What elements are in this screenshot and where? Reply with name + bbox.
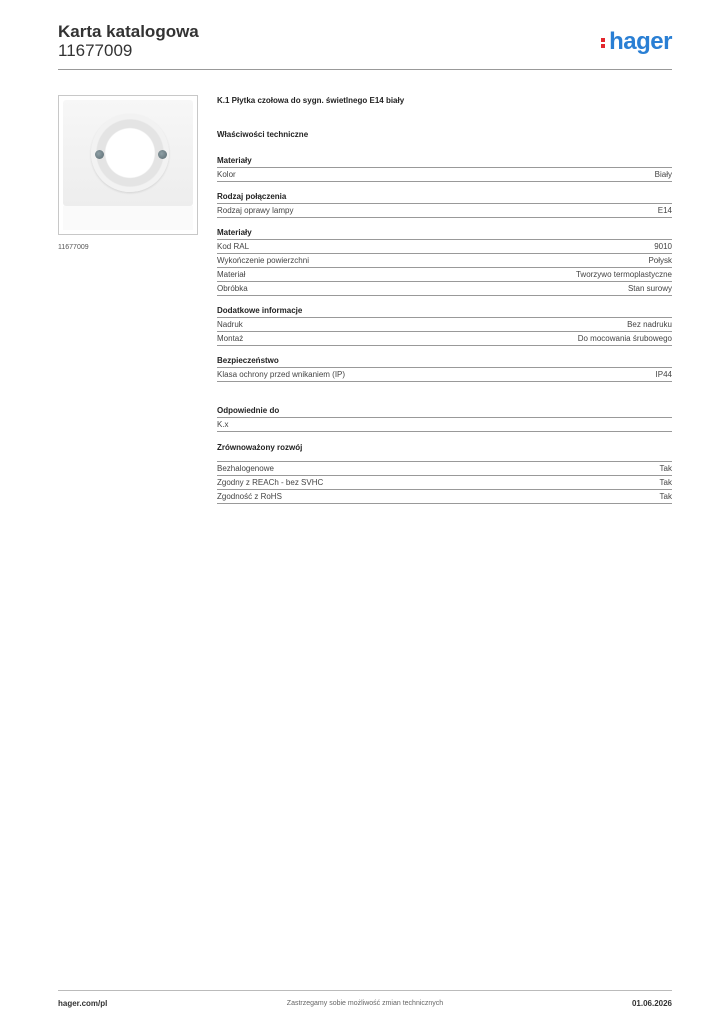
product-details: [217, 96, 672, 504]
spec-value: Do mocowania śrubowego: [577, 334, 672, 343]
spec-row: [217, 168, 672, 182]
spec-row: [217, 462, 672, 476]
image-caption: 11677009: [58, 244, 89, 251]
spec-label: Zgodność z RoHS: [217, 492, 282, 501]
group-title-sustainability: Zrównoważony rozwój: [217, 443, 672, 462]
spec-value: Tak: [659, 464, 672, 473]
footer-notice: Zastrzegamy sobie możliwość zmian technicznych: [286, 1000, 444, 1007]
spec-value: Tak: [659, 492, 672, 501]
spec-label: Obróbka: [217, 284, 248, 293]
group-title-materials: Materiały: [217, 156, 672, 168]
footer-website-link[interactable]: hager.com/pl: [58, 999, 108, 1008]
page-footer: [58, 990, 672, 1014]
group-title-materials-2: Materiały: [217, 228, 672, 240]
specs-title: Właściwości techniczne: [217, 130, 309, 139]
logo-dots-icon: [601, 36, 607, 50]
spec-row: [217, 418, 672, 432]
group-title-suitable-for: Odpowiednie do: [217, 406, 672, 418]
spec-row: [217, 318, 672, 332]
logo-text: hager: [609, 28, 672, 55]
document-number: 11677009: [58, 41, 133, 60]
spec-value: 9010: [654, 242, 672, 251]
screw-left: [95, 150, 104, 159]
spec-label: Nadruk: [217, 320, 243, 329]
footer-date: 01.06.2026: [631, 999, 672, 1008]
spec-row: [217, 476, 672, 490]
spec-value: Bez nadruku: [627, 320, 672, 329]
spec-value: Tworzywo termoplastyczne: [575, 270, 672, 279]
spec-label: Klasa ochrony przed wnikaniem (IP): [217, 370, 346, 379]
product-name: K.1 Płytka czołowa do sygn. świetlnego E14 biały: [217, 96, 405, 105]
spec-row: [217, 490, 672, 504]
hager-logo: [601, 28, 672, 56]
cover-plate-picture: [63, 100, 193, 206]
group-title-additional-info: Dodatkowe informacje: [217, 306, 672, 318]
spec-label: Kod RAL: [217, 242, 250, 251]
spec-row: [217, 332, 672, 346]
document-title: Karta katalogowa: [58, 22, 199, 41]
spec-value: K.x: [217, 420, 229, 429]
spec-label: Kolor: [217, 170, 236, 179]
product-image: [58, 95, 198, 235]
spec-value: Połysk: [648, 256, 672, 265]
spec-value: IP44: [655, 370, 672, 379]
spec-label: Bezhalogenowe: [217, 464, 274, 473]
spec-label: Zgodny z REACh - bez SVHC: [217, 478, 324, 487]
spec-row: [217, 268, 672, 282]
spec-row: [217, 282, 672, 296]
spec-value: E14: [657, 206, 672, 215]
spec-label: Materiał: [217, 270, 246, 279]
document-header: [58, 20, 672, 70]
spec-label: Rodzaj oprawy lampy: [217, 206, 294, 215]
spec-row: [217, 240, 672, 254]
spec-row: [217, 368, 672, 382]
spec-row: [217, 254, 672, 268]
spec-value: Biały: [654, 170, 672, 179]
group-title-connection: Rodzaj połączenia: [217, 192, 672, 204]
spec-row: [217, 204, 672, 218]
spec-label: Wykończenie powierzchni: [217, 256, 309, 265]
screw-right: [158, 150, 167, 159]
spec-value: Stan surowy: [627, 284, 672, 293]
spec-label: Montaż: [217, 334, 244, 343]
group-title-safety: Bezpieczeństwo: [217, 356, 672, 368]
spec-value: Tak: [659, 478, 672, 487]
